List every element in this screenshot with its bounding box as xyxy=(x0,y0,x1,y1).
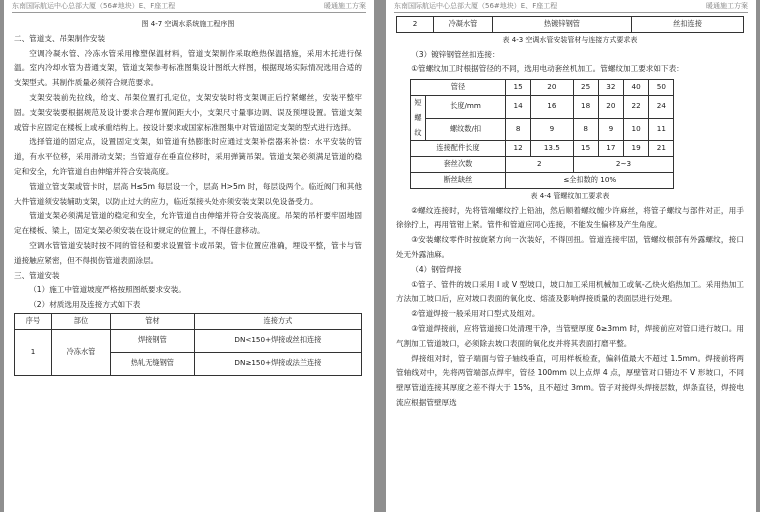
table-cell: 17 xyxy=(598,141,623,157)
list-item: （4）钢管焊接 xyxy=(411,264,462,274)
table-cell: 19 xyxy=(623,141,648,157)
table-header-cell: 序号 xyxy=(15,313,52,329)
table-header-cell: 连接方式 xyxy=(194,313,361,329)
paragraph: ②螺纹连接时，先将管端螺纹拧上铅油，然后顺着螺纹缠少许麻丝，将管子螺纹与部件对正，用手徐徐拧上，再用管钳上紧。管件和管道应同心连接，不能发生偏移及产生角度。 xyxy=(396,205,744,230)
paragraph: ③管道焊接前，应将管道接口处清理干净，当管壁厚度 δ≥3mm 时，焊接前应对管口进行坡口。用气割加工管道坡口，必须除去坡口表面的氧化皮并将其表面打磨平整。 xyxy=(396,323,744,348)
paragraph: ③安装螺纹零件时按旋紧方向一次装好，不得回扭。管道连接牢固，管螺纹根部有外露螺纹，接口处无外露油麻。 xyxy=(396,235,744,259)
list-item: （1）施工中管道坡度严格按照图纸要求安装。 xyxy=(29,285,186,295)
list-item: （2）材质选用及连接方式如下表 xyxy=(29,300,141,310)
table-cell: 15 xyxy=(505,80,530,96)
table-cell: 24 xyxy=(649,95,674,118)
paragraph: 焊接组对时，管子端面与管子轴线垂直，可用样板检查，偏斜值最大不超过 1.5mm。焊接前将两管轴线对中，先将两管端部点焊牢，管径 100mm 以上点焊 4 点，厚壁管对口错边不 V 形坡口，不同壁厚管道连接其厚度之差不得大于 15%，且不超过 3mm。管子对接焊头焊接层数，焊条直径，焊接电流应根据管壁厚选 xyxy=(396,353,744,407)
table-cell: 9 xyxy=(531,118,573,141)
header-project-name: 东南国际航运中心总部大厦（56#地块）E、F座工程 xyxy=(12,2,176,10)
table-cell: 2 xyxy=(505,157,573,173)
table-cell: 冷凝水管 xyxy=(434,17,493,33)
table-cell: 18 xyxy=(573,95,598,118)
paragraph: 空调冷凝水管、冷冻水管采用橡塑保温材料，管道支架制作采取绝热保温措施，采用木托进行保温。室内冷却水管为普通支架，管道支架参考标准图集设计图纸大样图，根据现场实际情况选用合适的支架型式。其制作质量必须符合规范要求。 xyxy=(14,48,362,88)
table-cell: 8 xyxy=(505,118,530,141)
table-caption: 表 4-3 空调水管安装管材与连接方式要求表 xyxy=(502,35,638,44)
table-cell: DN≥150+焊接或法兰连接 xyxy=(194,352,361,375)
table-cell: 套丝次数 xyxy=(411,157,506,173)
table-cell: 32 xyxy=(598,80,623,96)
paragraph: 空调水管管道安装时按不同的管径和要求设置管卡或吊架，管卡位置应准确，埋设平整，管卡与管道接触应紧密，但不得损伤管道表面涂层。 xyxy=(14,240,362,265)
table-cell: 15 xyxy=(573,141,598,157)
header-doc-title: 暖通施工方案 xyxy=(324,2,366,10)
table-cell: 13.5 xyxy=(531,141,573,157)
table-cell: 16 xyxy=(531,95,573,118)
paragraph: 管道立管支架或管卡时，层高 H≤5m 每层设一个，层高 H>5m 时，每层设两个。临近阀门和其他大件管道须安装辅助支架，以防止过大的应力，临近泵接头处亦须安装支架以免设备受力。 xyxy=(14,181,362,206)
section-heading: 三、管道安装 xyxy=(14,270,60,280)
table-cell: 10 xyxy=(623,118,648,141)
table-cell: 断丝缺丝 xyxy=(411,172,506,188)
table-cell: 21 xyxy=(649,141,674,157)
paragraph: 支架安装前先拉线，给支、吊架位置打孔定位，支架安装时将支架调正后拧紧螺丝，安装平整牢固。支架安装要根据规范及设计要求合理布置间距大小，支架尺寸量事边调、误及预埋设置。管道支架或管卡应固定在楼板上或承重结构上。按设计要求或国家标准图集中对管道固定支架的型式进行选择。 xyxy=(14,92,362,132)
table-cell: ≤全扣数的 10% xyxy=(505,172,673,188)
table-cell: 长度/mm xyxy=(426,95,506,118)
table-cell: 11 xyxy=(649,118,674,141)
paragraph: ①管螺纹加工时根据管径的不同，选用电动套丝机加工。管螺纹加工要求如下表： xyxy=(411,64,684,74)
list-item: （3）镀锌钢管丝扣连接： xyxy=(411,49,500,59)
header-doc-title: 暖通施工方案 xyxy=(706,2,748,10)
table-cell: 管径 xyxy=(411,80,506,96)
document-page-left xyxy=(4,0,374,512)
table-cell: 丝扣连接 xyxy=(632,17,744,33)
table-cell: 2 xyxy=(397,17,434,33)
table-cell: 20 xyxy=(531,80,573,96)
page-header xyxy=(394,0,748,13)
document-page-right xyxy=(386,0,756,512)
table-cell: 焊接钢管 xyxy=(111,329,195,352)
table-cell: DN<150+焊接或丝扣连接 xyxy=(194,329,361,352)
table-cell: 连接配件长度 xyxy=(411,141,506,157)
table-cell: 22 xyxy=(623,95,648,118)
table-cell: 25 xyxy=(573,80,598,96)
table-cell: 12 xyxy=(505,141,530,157)
table-cell: 9 xyxy=(598,118,623,141)
paragraph: 选择管道的固定点，设置固定支架，如管道有热膨胀时应通过支架补偿器来补偿：水平安装的管道，有水平位移，采用滑动支架；当管道存在垂直位移时，采用弹簧吊架。管道支架必须满足管道的稳定和安全，允许管道自由伸缩并符合安装高度。 xyxy=(14,137,362,176)
table-cell: 2~3 xyxy=(573,157,674,173)
section-heading: 二、管道支、吊架制作安装 xyxy=(14,33,106,43)
paragraph: 管道支架必须满足管道的稳定和安全，允许管道自由伸缩并符合安装高度。吊架的吊杆要牢固地固定在楼板、梁上，固定支架必须安装在设计规定的位置上，不得任意移动。 xyxy=(14,211,362,236)
page-header xyxy=(12,0,366,13)
table-caption: 表 4-4 管螺纹加工要求表 xyxy=(530,191,610,200)
table-cell: 螺纹数/扣 xyxy=(426,118,506,141)
paragraph: ②管道焊接一般采用对口型式及组对。 xyxy=(411,309,540,319)
table-cell: 1 xyxy=(15,329,52,375)
table-header-cell: 管材 xyxy=(111,313,195,329)
thread-spec-table xyxy=(410,79,674,189)
table-cell: 20 xyxy=(598,95,623,118)
table-cell: 14 xyxy=(505,95,530,118)
table-header-cell: 部位 xyxy=(52,313,111,329)
table-cell: 冷冻水管 xyxy=(52,329,111,375)
figure-caption: 图 4-7 空调水系统施工程序图 xyxy=(141,20,235,28)
table-cell: 50 xyxy=(649,80,674,96)
table-cell: 40 xyxy=(623,80,648,96)
table-cell: 8 xyxy=(573,118,598,141)
material-table xyxy=(14,313,362,376)
table-cell: 热镀锌钢管 xyxy=(493,17,632,33)
paragraph: ①管子、管件的坡口采用 I 或 V 型坡口，坡口加工采用机械加工或氧-乙炔火焰热加工。采用热加工方法加工坡口后，应对坡口表面的氧化皮、熔渣及影响焊接质量的表面层进行处理。 xyxy=(396,279,744,304)
material-table-continued xyxy=(396,16,744,33)
header-project-name: 东南国际航运中心总部大厦（56#地块）E、F座工程 xyxy=(394,2,558,10)
table-cell: 热轧无缝钢管 xyxy=(111,352,195,375)
table-cell: 短螺纹 xyxy=(411,95,426,140)
